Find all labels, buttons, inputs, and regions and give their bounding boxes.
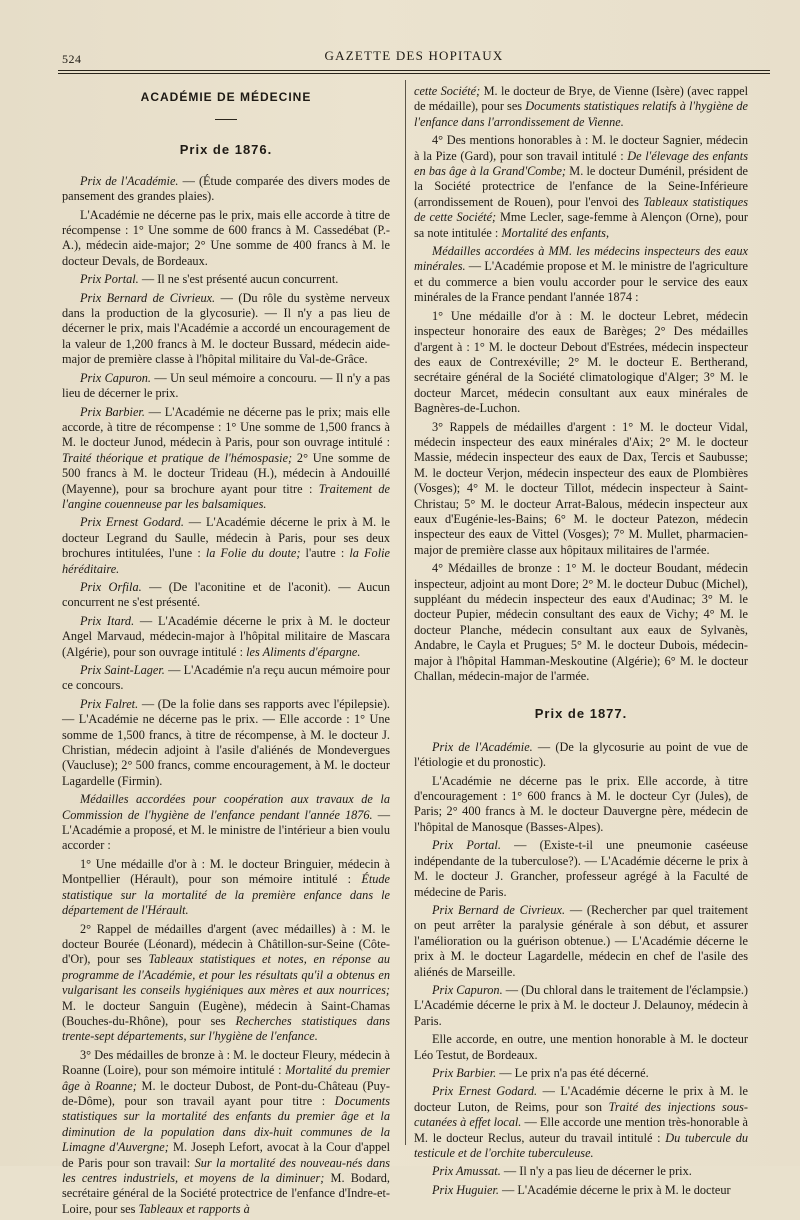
paragraph: Elle accorde, en outre, une mention honorable à M. le docteur Léo Testut, de Bordeaux. [414,1032,748,1062]
paragraph [62,515,390,577]
paragraph [62,405,390,513]
paragraph [414,838,748,900]
work-title: Documents statistiques relatifs à l'hygiène de l'enfance dans l'arrondissement de Vienne. [414,99,748,129]
work-title: Traité des injections sous-cutanées à effet local. [414,1099,749,1130]
paragraph-text: M. Joseph Lefort, avocat à la Cour d'appel de Paris pour son travail: [62,1140,390,1170]
paragraph-text: — Elle accorde une mention très-honorable à M. le docteur Reclus, auteur du travail intitulé : [414,1115,748,1145]
paragraph [414,1066,748,1081]
paragraph-text: — (Existe-t-il une pneumonie caséeuse indépendante de la tuberculose?). — L'Académie décerne le prix à M. le docteur J. Grancher, professeur agrégé à la Faculté de médecine de Paris. [414,838,749,899]
paragraph [62,663,390,694]
prize-label: Prix Falret. [80,696,139,711]
page-header [58,46,770,68]
paragraph-text: M. le docteur Dubost, de Pont-du-Château (Puy-de-Dôme), pour son travail ayant pour titre : [62,1078,390,1108]
paragraph-text: 2° Une somme de 500 francs à M. le docteur Trideau (H.), médecin à Andouillé (Mayenne), pour sa brochure ayant pour titre : [62,450,390,496]
paragraph-text: M. Bodard, secrétaire général de la Société protectrice de l'enfance d'Indre-et-Loire, pour ses [62,1171,390,1216]
paragraph [62,291,390,368]
paragraph-text: 4° Des mentions honorables à : M. le docteur Sagnier, médecin à la Pize (Gard), pour son travail intitulé : [414,133,748,163]
paragraph-text: — L'Académie a proposé, et M. le ministre de l'intérieur a bien voulu accorder : [62,807,390,853]
prize-label: Prix Barbier. [432,1065,497,1080]
paragraph [62,1048,390,1217]
prize-label: Médailles accordées pour coopération aux travaux de la Commission de l'hygiène de l'enfance pendant l'année 1876. [62,792,390,822]
prize-label: Prix de l'Académie. [80,173,179,188]
paragraph-text: — (Étude comparée des divers modes de pansement des grandes plaies). [62,173,390,204]
prize-label: Prix Portal. [432,838,501,853]
right-column [414,84,748,1201]
paragraph: 4° Médailles de bronze : 1° M. le docteur Boudant, médecin inspecteur, adjoint au mont Dore; 2° M. le docteur Dubuc (Michel), suppléant du médecin inspecteur des eaux d'Audinac; 3° M. le docteur Pupier, médecin consultant des eaux de Vichy; 4° M. le docteur Planche, médecin consultant aux eaux de Sylvanès, Andabre, le Cayla et Prugues; 5° M. le docteur Dubois, médecin-major à l'hôpital Hamman-Meskoutine (Algérie); 6° M. le docteur Challan, médecin-major de l'armée. [414,561,748,684]
paragraph [62,174,390,205]
paragraph-text: 3° Des médailles de bronze à : M. le docteur Fleury, médecin à Roanne (Loire), pour son mémoire intitulé : [62,1047,390,1078]
paragraph [62,614,390,660]
paragraph-text: — Le prix n'a pas été décerné. [496,1065,649,1080]
paragraph-text: — (Du rôle du système nerveux dans la production de la glycosurie). — Il n'y a pas lieu de décerner le prix, mais l'Académie a accordé un encouragement de la valeur de 1,200 francs à M. le docteur Bussard, médecin aide-major de première classe à l'hôpital militaire du Val-de-Grâce. [62,290,390,367]
paragraph [414,84,748,130]
prize-label: Prix de l'Académie. [432,739,533,754]
prize-label: Médailles accordées à MM. les médecins inspecteurs des eaux minérales. [414,244,748,274]
paragraph-text: — (Rechercher par quel traitement on peut arrêter la paralysie générale à son début, et assurer l'amélioration ou la guérison obtenue.) — L'Académie décerne le prix à M. le docteur Lagardelle, médecin en chef de l'asile des aliénés de Marseille. [414,902,748,979]
work-title: Étude statistique sur la mortalité de la première enfance dans le département de l'Hérault. [62,872,390,918]
paragraph-text: — Il ne s'est présenté aucun concurrent. [138,272,339,287]
prize-label: Prix Capuron. [432,982,503,997]
prize-label: Prix Orfila. [80,579,142,594]
paragraph-text: M. le docteur Sanguin (Eugène), médecin à Saint-Chamas (Bouches-du-Rhône), pour ses [62,998,390,1028]
work-title: Du tubercule du testicule et de l'orchite tuberculeuse. [414,1130,748,1160]
work-title: cette Société; [414,84,481,98]
prize-label: Prix Bernard de Civrieux. [432,902,566,917]
paragraph-text: 2° Rappel de médailles d'argent (avec médailles) à : M. le docteur Bourée (Léonard), médecin à Châtillon-sur-Seine (Côte-d'Or), pour ses [62,921,390,967]
paragraph-text: — L'Académie décerne le prix à M. le docteur Legrand du Saulle, médecin à Paris, pour ses deux brochures intitulées, l'une : [62,515,390,561]
prize-label: Prix Amussat. [432,1164,501,1179]
work-title: la Folie héréditaire. [62,546,390,576]
paragraph [62,272,390,287]
work-title: Documents statistiques sur la mortalité des enfants du premier âge et la diminution de la population dans dix-huit communes de la Limagne d'Auvergne; [62,1093,390,1155]
paragraph [414,903,748,980]
prix-1876-heading: Prix de 1876. [179,142,273,158]
paragraph [414,1183,748,1198]
prize-label: Prix Bernard de Civrieux. [80,290,216,305]
paragraph-text: — L'Académie ne décerne pas le prix; mais elle accorde, à titre de récompense : 1° Une somme de 1,500 francs à M. le docteur Junod, médecin à Paris, pour son ouvrage intitulé : [62,404,390,450]
prize-label: Prix Huguier. [432,1182,499,1197]
paragraph-text: — L'Académie propose et M. le ministre de l'agriculture et du commerce a bien voulu accorder pour le service des eaux minérales de la France pendant l'année 1874 : [414,259,748,305]
work-title: Recherches statistiques dans trente-sept départements, sur l'hygiène de l'enfance. [62,1013,390,1044]
prize-label: Prix Saint-Lager. [80,663,165,677]
work-title: Traité théorique et pratique de l'hémospasie; [62,450,293,465]
section-title: ACADÉMIE DE MÉDECINE [140,90,312,104]
left-column [62,84,390,1220]
work-title: Mortalité du premier âge à Roanne; [62,1063,390,1093]
paragraph-text: — L'Académie décerne le prix à M. le docteur Luton, de Reims, pour son [414,1084,748,1114]
paragraph-text: — (De la folie dans ses rapports avec l'épilepsie). — L'Académie ne décerne pas le prix. — Elle accorde : 1° Une somme de 1,500 francs, à titre de récompense, à M. le docteur J. Christian, médecin adjoint à l'asile d'aliénés de Mondevergues (Vaucluse); 2° 500 francs, comme encouragement, à M. le docteur Lagardelle (Firmin). [62,696,390,788]
column-divider [405,80,406,1145]
paragraph [414,983,748,1029]
paragraph [62,371,390,402]
paragraph-text: M. le docteur Duménil, président de la Société protectrice de l'enfance de la Seine-Inférieure (arrondissement de Rouen), pour l'envoi des [414,164,749,209]
work-title: Tableaux et rapports à [138,1201,250,1216]
paragraph [414,244,748,306]
paragraph [62,857,390,919]
paragraph-text: — Un seul mémoire a concouru. — Il n'y a pas lieu de décerner le prix. [62,370,390,401]
paragraph [414,1084,748,1161]
prize-label: Prix Ernest Godard. [432,1084,538,1099]
work-title: Traitement de l'angine couenneuse par les balsamiques. [62,481,390,511]
paragraph-text: — (Du chloral dans le traitement de l'éclampsie.) L'Académie décerne le prix à M. le docteur J. Delaunoy, médecin à Paris. [414,982,748,1028]
paragraph-text: l'autre : [300,546,350,561]
prize-label: Prix Ernest Godard. [80,515,184,530]
prize-label: Prix Barbier. [80,404,145,419]
prize-label: Prix Capuron. [80,370,151,385]
work-title: la Folie du doute; [205,546,301,561]
paragraph: 1° Une médaille d'or à : M. le docteur Lebret, médecin inspecteur honoraire des eaux de Barèges; 2° Des médailles d'argent à : 1° M. le docteur Debout d'Estrées, médecin inspecteur des eaux de Contrexéville; 2° M. le docteur E. Bertherand, secrétaire général de la Société climatologique d'Alger; 3° M. le docteur Marcet, médecin consultant aux eaux minérales de Bagnères-de-Luchon. [414,308,748,416]
paragraph [62,792,390,854]
paragraph-text: — L'Académie décerne le prix à M. le docteur Angel Marvaud, médecin-major à l'hôpital militaire de Mascara (Algérie), pour son ouvrage intitulé : [62,613,390,659]
work-title: Tableaux statistiques et notes, en réponse au programme de l'Académie, et pour les résultats qu'il a obtenus en vulgarisant les conseils hygiéniques aux mères et aux nourrices; [62,952,390,998]
paragraph-text: Mme Lecler, sage-femme à Alençon (Orne), pour sa note intitulée : [414,210,748,240]
paragraph [414,1164,748,1179]
work-title: les Aliments d'épargne. [246,644,361,659]
paragraph [62,580,390,611]
paragraph-text: — L'Académie n'a reçu aucun mémoire pour ce concours. [62,663,390,693]
page-number: 524 [62,52,82,66]
paragraph-text: — L'Académie décerne le prix à M. le docteur [498,1182,731,1197]
running-title: GAZETTE DES HOPITAUX [324,48,504,63]
work-title: Tableaux statistiques de cette Société; [414,194,748,225]
prix-1877-heading: Prix de 1877. [534,706,628,722]
paragraph-text: — (De la glycosurie au point de vue de l'étiologie et du pronostic). [414,739,748,770]
paragraph [414,133,748,241]
paragraph: L'Académie ne décerne pas le prix. Elle accorde, à titre d'encouragement : 1° 600 francs à M. le docteur Cyr (Jules), de Paris; 2° 400 francs à M. le docteur Dauvergne père, médecin de l'hôpital de Manosque (Basses-Alpes). [414,773,748,834]
paragraph-text: M. le docteur de Brye, de Vienne (Isère) (avec rappel de médaille), pour ses [414,84,748,114]
work-title: Mortalité des enfants, [501,225,610,240]
section-dash [215,119,237,120]
paragraph-text: — Il n'y a pas lieu de décerner le prix. [500,1164,692,1179]
prize-label: Prix Itard. [80,613,135,628]
work-title: Sur la mortalité des nouveau-nés dans les centres industriels, et moyens de la diminuer; [62,1155,390,1185]
paragraph [62,922,390,1045]
paragraph-text: — (De l'aconitine et de l'aconit). — Aucun concurrent ne s'est présenté. [62,579,390,610]
work-title: De l'élevage des enfants en bas âge à la Grand'Combe; [414,148,748,179]
prize-label: Prix Portal. [80,272,139,287]
header-double-rule [58,70,770,74]
paragraph: 3° Rappels de médailles d'argent : 1° M. le docteur Vidal, médecin inspecteur des eaux minérales d'Aix; 2° M. le docteur Massie, médecin inspecteur des eaux de Dax, Tercis et Saubusse; M. le docteur Verjon, médecin inspecteur des eaux de Plombières (Vosges); 4° M. le docteur Tillot, médecin inspecteur à Saint-Christau; 5° M. le docteur Arrat-Balous, médecin inspecteur aux eaux d'Eugénie-les-Bains; 6° M. le docteur Patezon, médecin inspecteur des eaux de Vittel (Vosges); 7° M. Mullet, pharmacien-major de première classe aux hôpitaux militaires de l'armée. [414,419,748,557]
paragraph: L'Académie ne décerne pas le prix, mais elle accorde à titre de récompense : 1° Une somme de 600 francs à M. Cassedébat (P.-A.), médecin aide-major; 2° Une somme de 400 francs à M. le docteur Devals, de Bordeaux. [62,207,390,268]
paragraph [414,740,748,771]
paragraph-text: 1° Une médaille d'or à : M. le docteur Bringuier, médecin à Montpellier (Hérault), pour son mémoire intitulé : [62,856,390,887]
paragraph [62,697,390,789]
